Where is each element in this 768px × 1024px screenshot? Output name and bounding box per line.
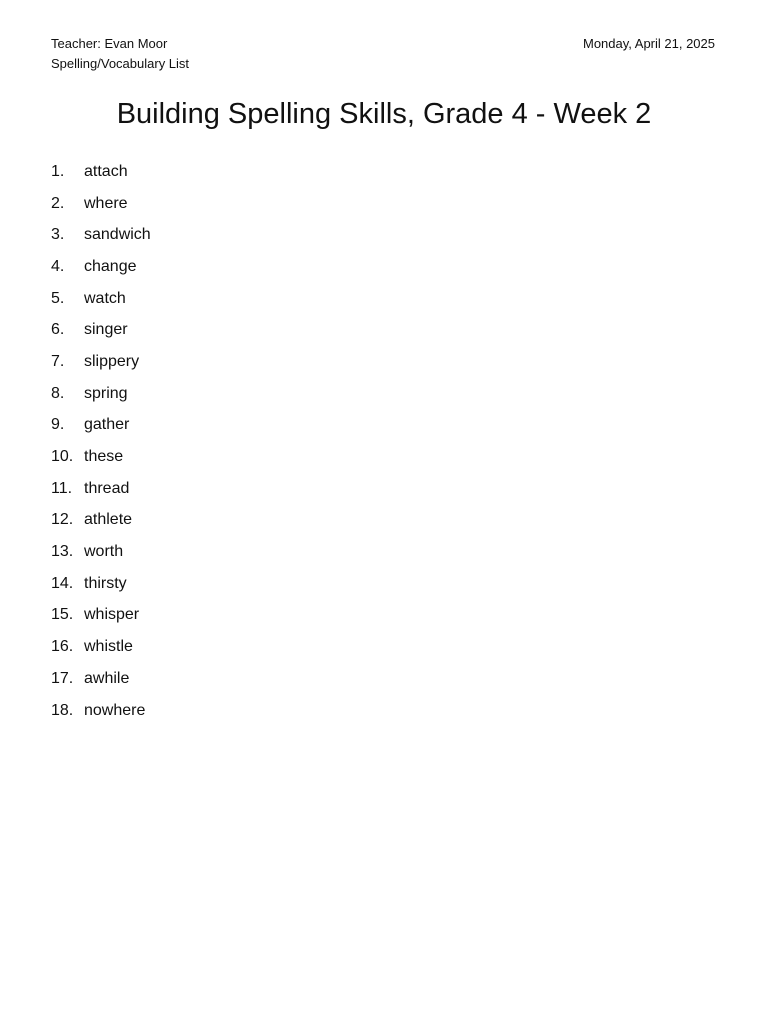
word-text: attach [84, 162, 128, 180]
word-number: 3. [51, 226, 65, 244]
word-text: whisper [84, 606, 140, 624]
word-number: 8. [51, 384, 65, 402]
list-item [51, 346, 151, 378]
word-text: spring [84, 384, 128, 402]
list-item [51, 441, 151, 473]
word-list [51, 156, 151, 726]
list-item [51, 219, 151, 251]
list-item [51, 663, 151, 695]
word-number: 2. [51, 194, 65, 212]
word-number: 11. [51, 479, 73, 497]
word-number: 5. [51, 289, 65, 307]
word-number: 6. [51, 321, 65, 339]
word-text: where [84, 194, 128, 212]
word-text: awhile [84, 669, 130, 687]
word-number: 4. [51, 257, 65, 275]
word-text: watch [84, 289, 126, 307]
word-number: 16. [51, 638, 74, 656]
list-item [51, 156, 151, 188]
word-number: 1. [51, 162, 65, 180]
word-text: slippery [84, 352, 140, 370]
list-item [51, 188, 151, 220]
word-number: 13. [51, 543, 74, 561]
word-number: 14. [51, 574, 74, 592]
list-item [51, 378, 151, 410]
list-item [51, 473, 151, 505]
header-right [583, 34, 715, 54]
header-left [51, 34, 189, 74]
word-text: change [84, 257, 137, 275]
word-number: 18. [51, 701, 74, 719]
list-item [51, 505, 151, 537]
word-number: 10. [51, 448, 74, 466]
word-number: 12. [51, 511, 74, 529]
word-text: thread [84, 479, 130, 497]
word-text: athlete [84, 511, 133, 529]
word-number: 15. [51, 606, 74, 624]
list-item [51, 695, 151, 727]
word-number: 7. [51, 352, 65, 370]
teacher-name: Teacher: Evan Moor [51, 36, 168, 51]
list-item [51, 251, 151, 283]
list-item [51, 283, 151, 315]
list-date: Monday, April 21, 2025 [582, 36, 715, 51]
word-text: singer [84, 321, 128, 339]
page-title: Building Spelling Skills, Grade 4 - Week 2 [116, 98, 652, 130]
list-item [51, 568, 151, 600]
word-number: 9. [51, 416, 65, 434]
list-item [51, 314, 151, 346]
word-text: worth [84, 543, 124, 561]
list-item [51, 536, 151, 568]
word-text: these [84, 448, 124, 466]
word-text: whistle [84, 638, 133, 656]
list-item [51, 410, 151, 442]
list-type: Spelling/Vocabulary List [51, 56, 190, 71]
word-text: nowhere [84, 701, 146, 719]
list-item [51, 600, 151, 632]
list-item [51, 631, 151, 663]
word-text: sandwich [84, 226, 151, 244]
word-text: thirsty [84, 574, 127, 592]
word-number: 17. [51, 669, 74, 687]
word-text: gather [84, 416, 130, 434]
